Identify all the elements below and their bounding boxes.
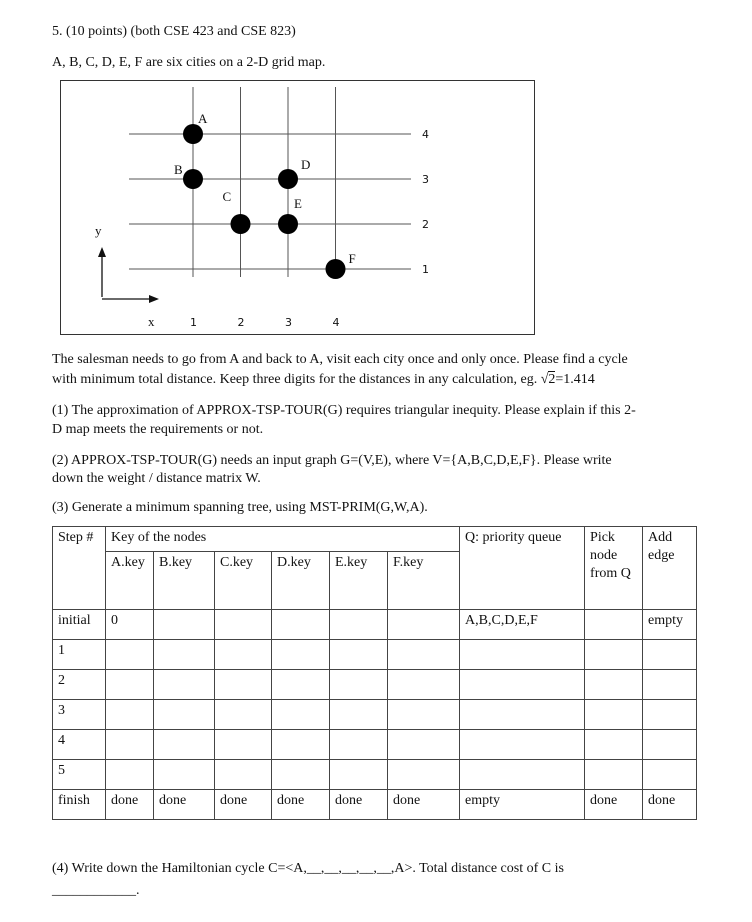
y-axis-label: y bbox=[95, 223, 102, 238]
question-2-line1: (2) APPROX-TSP-TOUR(G) needs an input graph G=(V,E), where V={A,B,C,D,E,F}. Please write bbox=[52, 453, 612, 468]
key-cell bbox=[215, 760, 272, 790]
pick-cell bbox=[585, 670, 643, 700]
key-column-header: D.key bbox=[272, 552, 330, 610]
key-cell: 0 bbox=[106, 610, 154, 640]
pick-cell bbox=[585, 760, 643, 790]
pick-cell bbox=[585, 610, 643, 640]
edge-cell bbox=[643, 640, 697, 670]
key-cell bbox=[215, 640, 272, 670]
grid-map-svg bbox=[61, 81, 534, 334]
city-point bbox=[183, 169, 203, 189]
question-4-blank: ____________. bbox=[52, 883, 140, 898]
key-cell bbox=[330, 640, 388, 670]
key-cell: done bbox=[388, 790, 460, 820]
step-header: Step # bbox=[53, 527, 106, 610]
key-cell bbox=[272, 670, 330, 700]
salesman-text-line1: The salesman needs to go from A and back to A, visit each city once and only once. Please find a cycle bbox=[52, 352, 628, 367]
question-intro: A, B, C, D, E, F are six cities on a 2-D grid map. bbox=[52, 55, 326, 70]
city-point bbox=[231, 214, 251, 234]
key-cell bbox=[215, 730, 272, 760]
mst-prim-table bbox=[52, 526, 697, 820]
queue-cell bbox=[460, 640, 585, 670]
city-label: C bbox=[222, 189, 232, 204]
pick-header: Pick node from Q bbox=[585, 527, 643, 610]
key-cell bbox=[330, 610, 388, 640]
city-point bbox=[183, 124, 203, 144]
x-axis-label: x bbox=[148, 314, 155, 329]
question-4: (4) Write down the Hamiltonian cycle C=<A,__,__,__,__,__,A>. Total distance cost of C is bbox=[52, 861, 564, 876]
key-cell bbox=[215, 610, 272, 640]
salesman-text-line2a: with minimum total distance. Keep three digits for the distances in any calculation, eg. bbox=[52, 372, 541, 387]
key-column-header: E.key bbox=[330, 552, 388, 610]
key-cell bbox=[272, 730, 330, 760]
queue-header: Q: priority queue bbox=[460, 527, 585, 610]
step-cell: 1 bbox=[53, 640, 106, 670]
queue-cell bbox=[460, 730, 585, 760]
key-column-header: B.key bbox=[154, 552, 215, 610]
key-cell bbox=[154, 760, 215, 790]
question-2-line2: down the weight / distance matrix W. bbox=[52, 471, 261, 486]
edge-cell bbox=[643, 730, 697, 760]
key-column-header: C.key bbox=[215, 552, 272, 610]
city-label: A bbox=[198, 111, 208, 126]
key-cell bbox=[330, 730, 388, 760]
salesman-text-line2b: =1.414 bbox=[555, 372, 595, 387]
pick-cell bbox=[585, 730, 643, 760]
key-cell bbox=[215, 700, 272, 730]
question-3: (3) Generate a minimum spanning tree, using MST-PRIM(G,W,A). bbox=[52, 500, 428, 515]
key-cell bbox=[388, 670, 460, 700]
salesman-text-line2 bbox=[52, 372, 595, 388]
sqrt-symbol: √ bbox=[540, 372, 549, 387]
x-tick-label: 2 bbox=[237, 316, 245, 329]
key-cell bbox=[106, 730, 154, 760]
key-cell bbox=[330, 700, 388, 730]
key-cell bbox=[106, 760, 154, 790]
edge-cell bbox=[643, 700, 697, 730]
grid-map-figure bbox=[60, 80, 535, 335]
key-cell bbox=[154, 730, 215, 760]
table-row bbox=[53, 610, 697, 640]
key-cell bbox=[106, 670, 154, 700]
queue-cell bbox=[460, 700, 585, 730]
queue-cell bbox=[460, 760, 585, 790]
question-header: 5. (10 points) (both CSE 423 and CSE 823) bbox=[52, 24, 296, 39]
key-cell bbox=[272, 760, 330, 790]
key-cell bbox=[330, 760, 388, 790]
key-cell bbox=[106, 700, 154, 730]
sqrt-expression bbox=[541, 372, 556, 388]
city-label: E bbox=[294, 196, 302, 211]
table-row bbox=[53, 760, 697, 790]
x-tick-label: 3 bbox=[285, 316, 292, 329]
x-tick-label: 1 bbox=[190, 316, 197, 329]
key-cell bbox=[388, 760, 460, 790]
key-cell bbox=[272, 610, 330, 640]
add-edge-header: Add edge bbox=[643, 527, 697, 610]
key-cell bbox=[272, 700, 330, 730]
key-cell bbox=[154, 610, 215, 640]
step-cell: 5 bbox=[53, 760, 106, 790]
key-cell: done bbox=[272, 790, 330, 820]
queue-cell bbox=[460, 670, 585, 700]
city-point bbox=[278, 214, 298, 234]
key-header: Key of the nodes bbox=[106, 527, 460, 552]
key-cell: done bbox=[330, 790, 388, 820]
key-cell bbox=[388, 730, 460, 760]
key-cell bbox=[388, 700, 460, 730]
table-header-row-1 bbox=[53, 527, 697, 552]
step-cell: 2 bbox=[53, 670, 106, 700]
x-axis-arrowhead bbox=[149, 295, 159, 303]
key-cell bbox=[154, 670, 215, 700]
city-label: D bbox=[301, 157, 311, 172]
y-axis-arrowhead bbox=[98, 247, 106, 257]
question-1-line2: D map meets the requirements or not. bbox=[52, 422, 264, 437]
city-label: F bbox=[348, 251, 356, 266]
edge-cell: done bbox=[643, 790, 697, 820]
step-cell: 3 bbox=[53, 700, 106, 730]
key-cell bbox=[388, 640, 460, 670]
queue-cell: empty bbox=[460, 790, 585, 820]
key-cell: done bbox=[106, 790, 154, 820]
table-row bbox=[53, 730, 697, 760]
key-cell: done bbox=[215, 790, 272, 820]
key-cell: done bbox=[154, 790, 215, 820]
y-tick-label: 2 bbox=[422, 218, 429, 231]
key-cell bbox=[106, 640, 154, 670]
city-point bbox=[278, 169, 298, 189]
y-tick-label: 4 bbox=[422, 128, 429, 141]
x-tick-label: 4 bbox=[332, 316, 340, 329]
key-cell bbox=[154, 640, 215, 670]
question-1-line1: (1) The approximation of APPROX-TSP-TOUR(G) requires triangular inequity. Please explain if this 2- bbox=[52, 403, 636, 418]
city-label: B bbox=[174, 162, 183, 177]
y-tick-label: 3 bbox=[422, 173, 429, 186]
table-row bbox=[53, 700, 697, 730]
step-cell: finish bbox=[53, 790, 106, 820]
table-row bbox=[53, 670, 697, 700]
table-row bbox=[53, 640, 697, 670]
key-cell bbox=[272, 640, 330, 670]
pick-cell: done bbox=[585, 790, 643, 820]
key-cell bbox=[215, 670, 272, 700]
city-point bbox=[326, 259, 346, 279]
key-column-header: A.key bbox=[106, 552, 154, 610]
key-cell bbox=[154, 700, 215, 730]
pick-cell bbox=[585, 700, 643, 730]
y-tick-label: 1 bbox=[422, 263, 429, 276]
edge-cell: empty bbox=[643, 610, 697, 640]
key-column-header: F.key bbox=[388, 552, 460, 610]
key-cell bbox=[388, 610, 460, 640]
table-row bbox=[53, 790, 697, 820]
sqrt-argument: 2 bbox=[548, 372, 556, 387]
edge-cell bbox=[643, 760, 697, 790]
step-cell: 4 bbox=[53, 730, 106, 760]
edge-cell bbox=[643, 670, 697, 700]
key-cell bbox=[330, 670, 388, 700]
step-cell: initial bbox=[53, 610, 106, 640]
queue-cell: A,B,C,D,E,F bbox=[460, 610, 585, 640]
pick-cell bbox=[585, 640, 643, 670]
